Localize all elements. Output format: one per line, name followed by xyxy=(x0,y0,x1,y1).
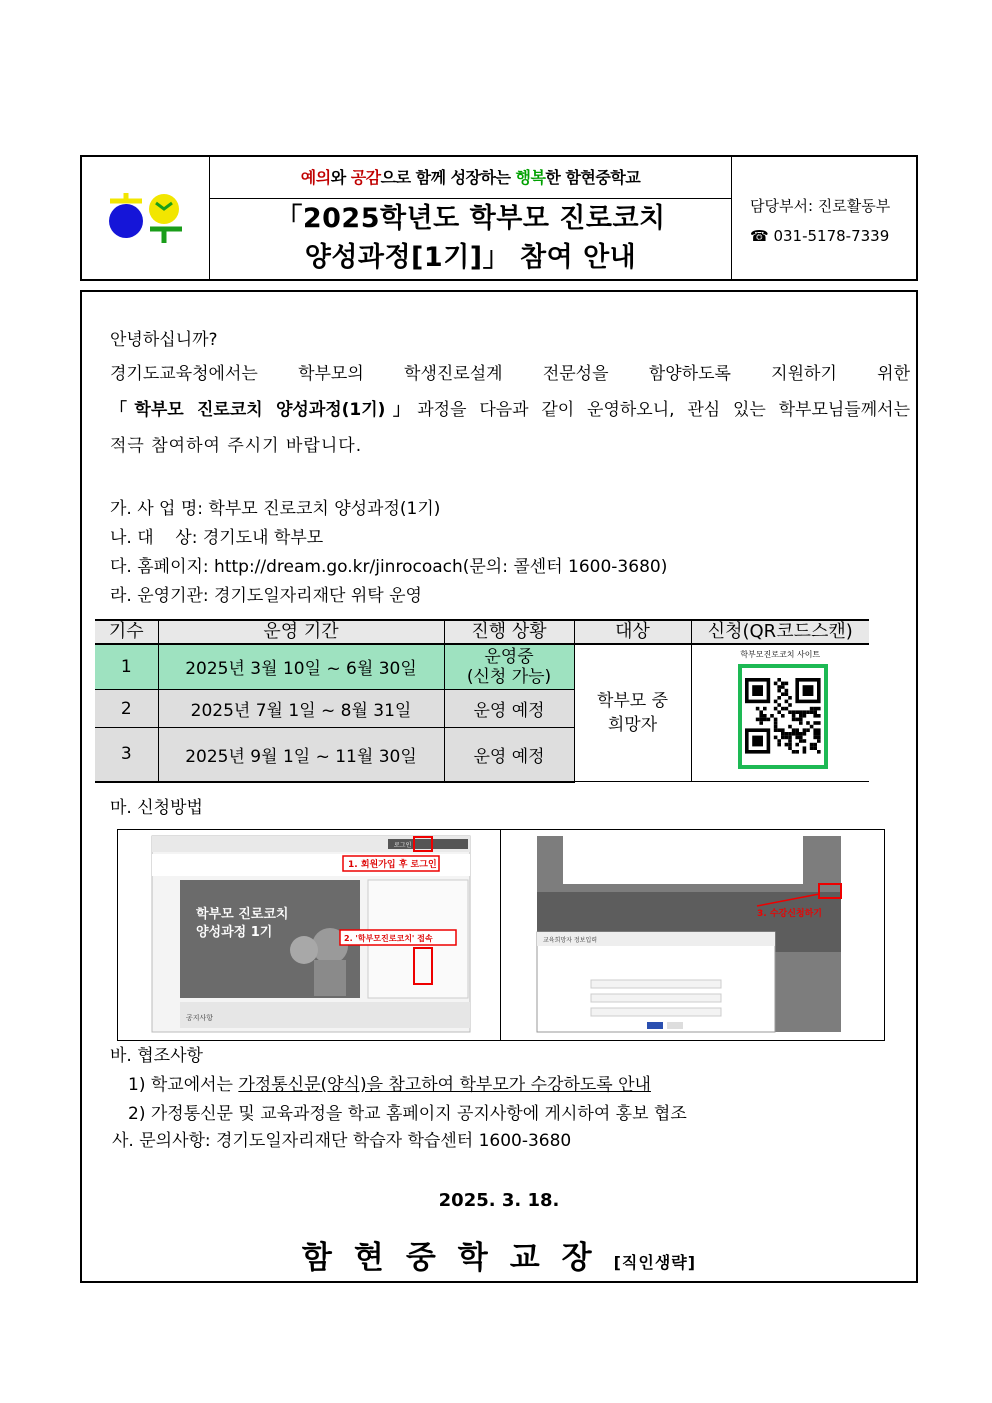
banner-title-2: 양성과정 1기 xyxy=(196,925,273,940)
document-title xyxy=(210,199,732,279)
table-header: 진행 상황 xyxy=(444,620,574,644)
status-cell xyxy=(444,644,574,689)
logo-cell xyxy=(82,157,210,279)
item-ba-1-prefix: 1) 학교에서는 xyxy=(128,1075,239,1095)
notice-label: 공지사항 xyxy=(186,1014,214,1022)
login-screenshot-image xyxy=(118,830,501,1040)
period-cell: 2025년 9월 1일 ~ 11월 30일 xyxy=(158,728,444,782)
login-label: 로그인 xyxy=(394,842,412,849)
slogan-part: 공감 xyxy=(350,168,381,187)
slogan-part: 예의 xyxy=(300,168,331,187)
status-line-2: (신청 가능) xyxy=(466,666,552,687)
item-sa: 사. 문의사항: 경기도일자리재단 학습자 학습센터 1600-3680 xyxy=(112,1131,572,1151)
target-line-2: 희망자 xyxy=(607,715,658,735)
greeting: 안녕하십니까? xyxy=(110,330,218,350)
phone-icon: ☎ xyxy=(750,227,769,245)
slogan-part: 행복 xyxy=(515,168,546,187)
qr-cell xyxy=(691,644,869,782)
screenshot-enroll xyxy=(501,830,885,1040)
table-header: 운영 기간 xyxy=(158,620,444,644)
department-name: 담당부서: 진로활동부 xyxy=(750,197,891,215)
enroll-screenshot-image xyxy=(501,830,885,1040)
schedule-table xyxy=(95,619,869,783)
step3-label: 3. 수강신청하기 xyxy=(757,909,822,919)
item-ba: 바. 협조사항 xyxy=(110,1046,203,1066)
slogan-part: 으로 함께 성장하는 xyxy=(380,168,516,187)
slogan-part: 한 함현중학교 xyxy=(545,168,641,187)
screenshot-login xyxy=(118,830,501,1040)
body-box xyxy=(80,290,918,1283)
table-header: 신청(QR코드스캔) xyxy=(691,620,869,644)
intro-line-2 xyxy=(110,392,910,429)
period-cell: 2025년 7월 1일 ~ 8월 31일 xyxy=(158,689,444,727)
period-cell: 2025년 3월 10일 ~ 6월 30일 xyxy=(158,644,444,689)
qr-code-icon xyxy=(742,668,824,765)
item-ra: 라. 운영기관: 경기도일자리재단 위탁 운영 xyxy=(110,586,422,606)
phone-number: 031-5178-7339 xyxy=(773,227,890,245)
table-header: 기수 xyxy=(95,620,158,644)
school-logo-icon xyxy=(106,187,186,247)
program-name: 「학부모 진로코치 양성과정(1기)」 xyxy=(110,400,418,420)
popup-title: 교육희망자 정보입력 xyxy=(543,937,598,944)
item-ba-1-emphasis: 가정통신문(양식)을 참고하여 학부모가 수강하도록 안내 xyxy=(238,1075,651,1095)
seal-omitted-note: [직인생략] xyxy=(613,1253,697,1272)
item-ba-1 xyxy=(128,1071,651,1100)
step1-label: 1. 회원가입 후 로그인 xyxy=(348,860,437,870)
item-ma: 마. 신청방법 xyxy=(110,798,203,818)
table-header: 대상 xyxy=(574,620,691,644)
table-header-row xyxy=(95,620,869,644)
banner-title-1: 학부모 진로코치 xyxy=(196,907,289,922)
school-slogan xyxy=(210,157,732,199)
intro-line-1: 경기도교육청에서는 학부모의 학생진로설계 전문성을 함양하도록 지원하기 위한 xyxy=(110,364,910,384)
target-line-1: 학부모 중 xyxy=(596,691,669,711)
target-cell xyxy=(574,644,691,782)
phone-line xyxy=(750,221,916,251)
item-na: 나. 대 상: 경기도내 학부모 xyxy=(110,528,324,548)
qr-label: 학부모진로코치 사이트 xyxy=(740,650,821,659)
item-da: 다. 홈페이지: http://dream.go.kr/jinrocoach(문의: 콜센터 1600-3680) xyxy=(110,557,668,577)
intro-line-3: 적극 참여하여 주시기 바랍니다. xyxy=(110,436,363,456)
header-box xyxy=(80,155,918,281)
title-line-1: 「2025학년도 학부모 진로코치 xyxy=(275,203,666,234)
status-line-1: 운영중 xyxy=(484,646,534,667)
status-cell: 운영 예정 xyxy=(444,689,574,727)
slogan-part: 와 xyxy=(330,168,351,187)
status-cell: 운영 예정 xyxy=(444,728,574,782)
signature-text: 함현중학교장 xyxy=(301,1240,614,1276)
cohort-number: 2 xyxy=(95,689,158,727)
qr-code[interactable] xyxy=(738,664,828,769)
title-line-2: 양성과정[1기]」 참여 안내 xyxy=(304,242,637,273)
cohort-number: 1 xyxy=(95,644,158,689)
item-ga: 가. 사 업 명: 학부모 진로코치 양성과정(1기) xyxy=(110,499,441,519)
application-screenshots xyxy=(117,829,885,1041)
table-row xyxy=(95,644,869,689)
item-ba-2: 2) 가정통신문 및 교육과정을 학교 홈페이지 공지사항에 게시하여 홍보 협조 xyxy=(128,1104,687,1124)
principal-signature xyxy=(82,1232,916,1277)
department-info xyxy=(732,157,916,279)
intro-line-2-rest: 과정을 다음과 같이 운영하오니, 관심 있는 학부모님들께서는 xyxy=(417,400,910,420)
step2-label: 2. '학부모진로코치' 접속 xyxy=(344,934,433,943)
cohort-number: 3 xyxy=(95,728,158,782)
issue-date: 2025. 3. 18. xyxy=(438,1190,560,1211)
